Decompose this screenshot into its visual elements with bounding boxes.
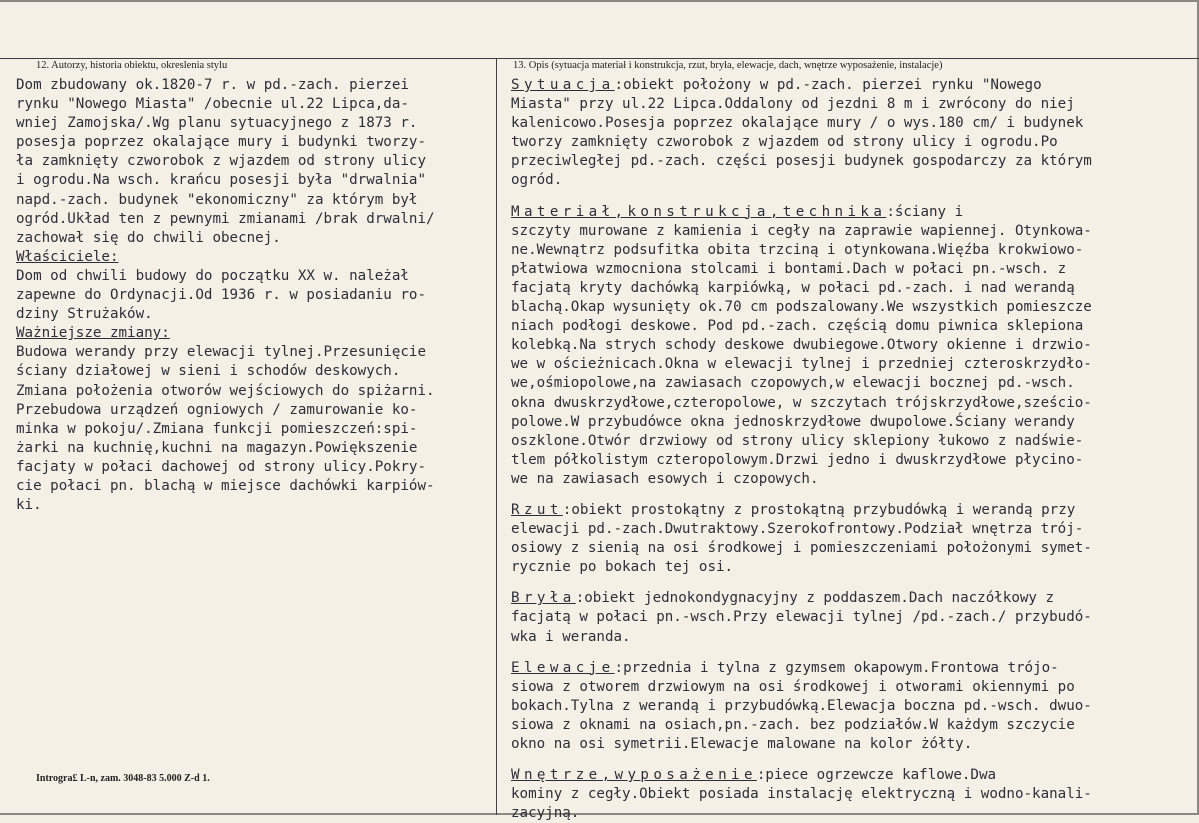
history-line: Dom zbudowany ok.1820-7 r. w pd.-zach. pierzei [16,77,409,93]
description-block-first-text: :piece ogrzewcze kaflowe.Dwa [756,767,997,784]
history-line: i ogrodu.Na wsch. krańcu posesji była "drwalnia" [16,172,426,189]
description-line: facjatą w połaci pn.-wsch.Przy elewacji tylnej /pd.-zach./ przybudó- [511,609,1092,626]
description-block-first-line [511,589,1199,608]
owners-heading: Właściciele: [16,248,119,265]
description-block-label: Wnętrze,wyposażenie [511,767,757,784]
changes-line: Przebudowa urządzeń ogniowych / zamurowanie ko- [16,401,418,418]
description-block-label: Rzut [511,501,563,518]
description-line: zacyjną. [511,805,580,822]
description-block-label: Elewacje [511,659,615,676]
description-line: ne.Wewnątrz podsufitka obita trzciną i otynkowana.Więźba krokwiowo- [511,241,1084,258]
changes-line: cie połaci pn. blachą w miejsce dachówki karpiów- [16,477,435,494]
history-line: ogród.Układ ten z pewnymi zmianami /brak drwalni/ [16,210,435,227]
description-line: tlem półkolistym czteropolowym.Drzwi jedno i dwuskrzydłowe płycino- [511,451,1084,468]
description-block-first-line [511,501,1199,520]
printer-imprint: Introgra£ L-n, zam. 3048-83 5.000 Z-d 1. [36,773,210,784]
description-line: osiowy z sienią na osi środkowej i pomieszczeniami położonymi symet- [511,540,1092,557]
description-line: we,ośmiopolowe,na zawiasach czopowych,w elewacji bocznej pd.-wsch. [511,375,1075,392]
description-line: Miasta" przy ul.22 Lipca.Oddalony od jezdni 8 m i zwrócony do niej [511,96,1075,113]
history-line: posesja poprzez okalające mury i budynki tworzy- [16,134,426,151]
description-line: blachą.Okap wysunięty ok.70 cm podszalowany.We wszystkich pomieszcze [511,299,1092,316]
description-line: niach podłogi deskowe. Pod pd.-zach. częścią domu piwnica sklepiona [511,318,1084,335]
top-border [0,0,1199,2]
description-text [511,76,1199,823]
description-line: siowa z oknami na osiach,pn.-zach. bez podziałów.W każdym szczycie [511,716,1075,733]
description-line: okno na osi symetrii.Elewacje malowane na kolor żółty. [511,736,973,752]
description-block-first-line [511,76,1199,95]
block-gap [511,647,1199,659]
description-block-label: Bryła [511,590,576,607]
description-block-first-line [511,766,1199,785]
changes-line: ki. [16,497,42,514]
description-line: tworzy zamknięty czworobok z wjazdem od strony ulicy i ogrodu.Po [511,134,1058,151]
right-section-heading: 13. Opis (sytuacja materiał i konstrukcja, rzut, bryła, elewacje, dach, wnętrze wyposażenie, instalacje) [513,60,943,71]
description-line: płatwiowa wzmocniona stolcami i bontami.Dach w połaci pn.-wsch. z [511,260,1067,277]
block-gap [511,577,1199,589]
description-line: kolebką.Na strych schody deskowe dwubiegowe.Otwory okienne i drzwio- [511,337,1092,354]
description-block-label: Materiał,konstrukcja,technika [511,203,887,220]
changes-heading: Ważniejsze zmiany: [16,325,170,342]
description-line: rycznie po bokach tej osi. [511,559,734,576]
description-block-first-text: :przednia i tylna z gzymsem okapowym.Frontowa trójo- [614,659,1059,676]
description-block-label: Sytuacja [511,77,615,93]
history-line: ła zamknięty czworobok z wjazdem od strony ulicy [16,153,426,170]
changes-line: Zmiana położenia otworów wejściowych do spiżarni. [16,382,435,399]
description-block-first-text: :obiekt prostokątny z prostokątną przybudówką i werandą przy [562,501,1076,518]
history-text [16,76,498,515]
changes-line: żarki na kuchnię,kuchni na magazyn.Powiększenie [16,439,418,456]
description-line: we w ościeżnicach.Okna w elewacji tylnej i przedniej czteroskrzydło- [511,356,1092,373]
description-line: elewacji pd.-zach.Dwutraktowy.Szerokofrontowy.Podział wnętrza trój- [511,521,1084,538]
description-block-first-text: :obiekt położony w pd.-zach. pierzei rynku "Nowego [614,77,1042,93]
description-line: oszklone.Otwór drzwiowy od strony ulicy sklepiony łukowo z nadświe- [511,432,1084,449]
owners-line: Dom od chwili budowy do początku XX w. należał [16,267,409,284]
history-line: rynku "Nowego Miasta" /obecnie ul.22 Lipca,da- [16,96,409,113]
history-line: wniej Zamojska/.Wg planu sytuacyjnego z 1873 r. [16,115,418,132]
block-gap [511,489,1199,501]
description-line: bokach.Tylna z werandą i przybudówką.Elewacja boczna pd.-wsch. dwuo- [511,697,1092,714]
changes-line: ściany działowej w sieni i schodów deskowych. [16,363,401,380]
header-rule [0,58,1199,59]
description-line: wka i weranda. [511,628,631,645]
changes-line: minka w pokoju/.Zmiana funkcji pomieszczeń:spi- [16,420,418,437]
description-block-first-line [511,203,1199,222]
changes-line: Budowa werandy przy elewacji tylnej.Przesunięcie [16,344,426,361]
description-line: facjatą kryty dachówką karpiówką, w połaci pd.-zach. i nad werandą [511,279,1075,296]
description-line: we na zawiasach esowych i czopowych. [511,470,819,487]
description-line: kalenicowo.Posesja poprzez okalające mury / o wys.180 cm/ i budynek [511,115,1084,132]
block-gap [511,191,1199,203]
description-line: okna dwuskrzydłowe,czteropolowe, w szczytach trójskrzydłowe,sześcio- [511,394,1092,411]
description-line: polowe.W przybudówce okna jednoskrzydłowe dwupolowe.Ściany werandy [511,413,1075,430]
description-line: szczyty murowane z kamienia i cegły na zaprawie wapiennej. Otynkowa- [511,222,1092,239]
description-line: kominy z cegły.Obiekt posiada instalację elektryczną i wodno-kanali- [511,786,1092,803]
description-block-first-text: :obiekt jednokondygnacyjny z poddaszem.Dach naczółkowy z [575,590,1055,607]
owners-line: dziny Strużaków. [16,306,153,323]
description-line: ogród. [511,172,563,189]
history-line: zachował się do chwili obecnej. [16,229,281,246]
block-gap [511,754,1199,766]
left-section-heading: 12. Autorzy, historia obiektu, okreslenia stylu [36,60,228,71]
description-line: siowa z otworem drzwiowym na osi środkowej i otworami okiennymi po [511,678,1075,695]
description-block-first-text: :ściany i [886,203,964,220]
description-block-first-line [511,659,1199,678]
description-line: przeciwległej pd.-zach. części posesji budynek gospodarczy za którym [511,153,1092,170]
owners-line: zapewne do Ordynacji.Od 1936 r. w posiadaniu ro- [16,287,426,304]
history-line: napd.-zach. budynek "ekonomiczny" za którym był [16,191,418,208]
changes-line: facjaty w połaci dachowej od strony ulicy.Pokry- [16,458,426,475]
